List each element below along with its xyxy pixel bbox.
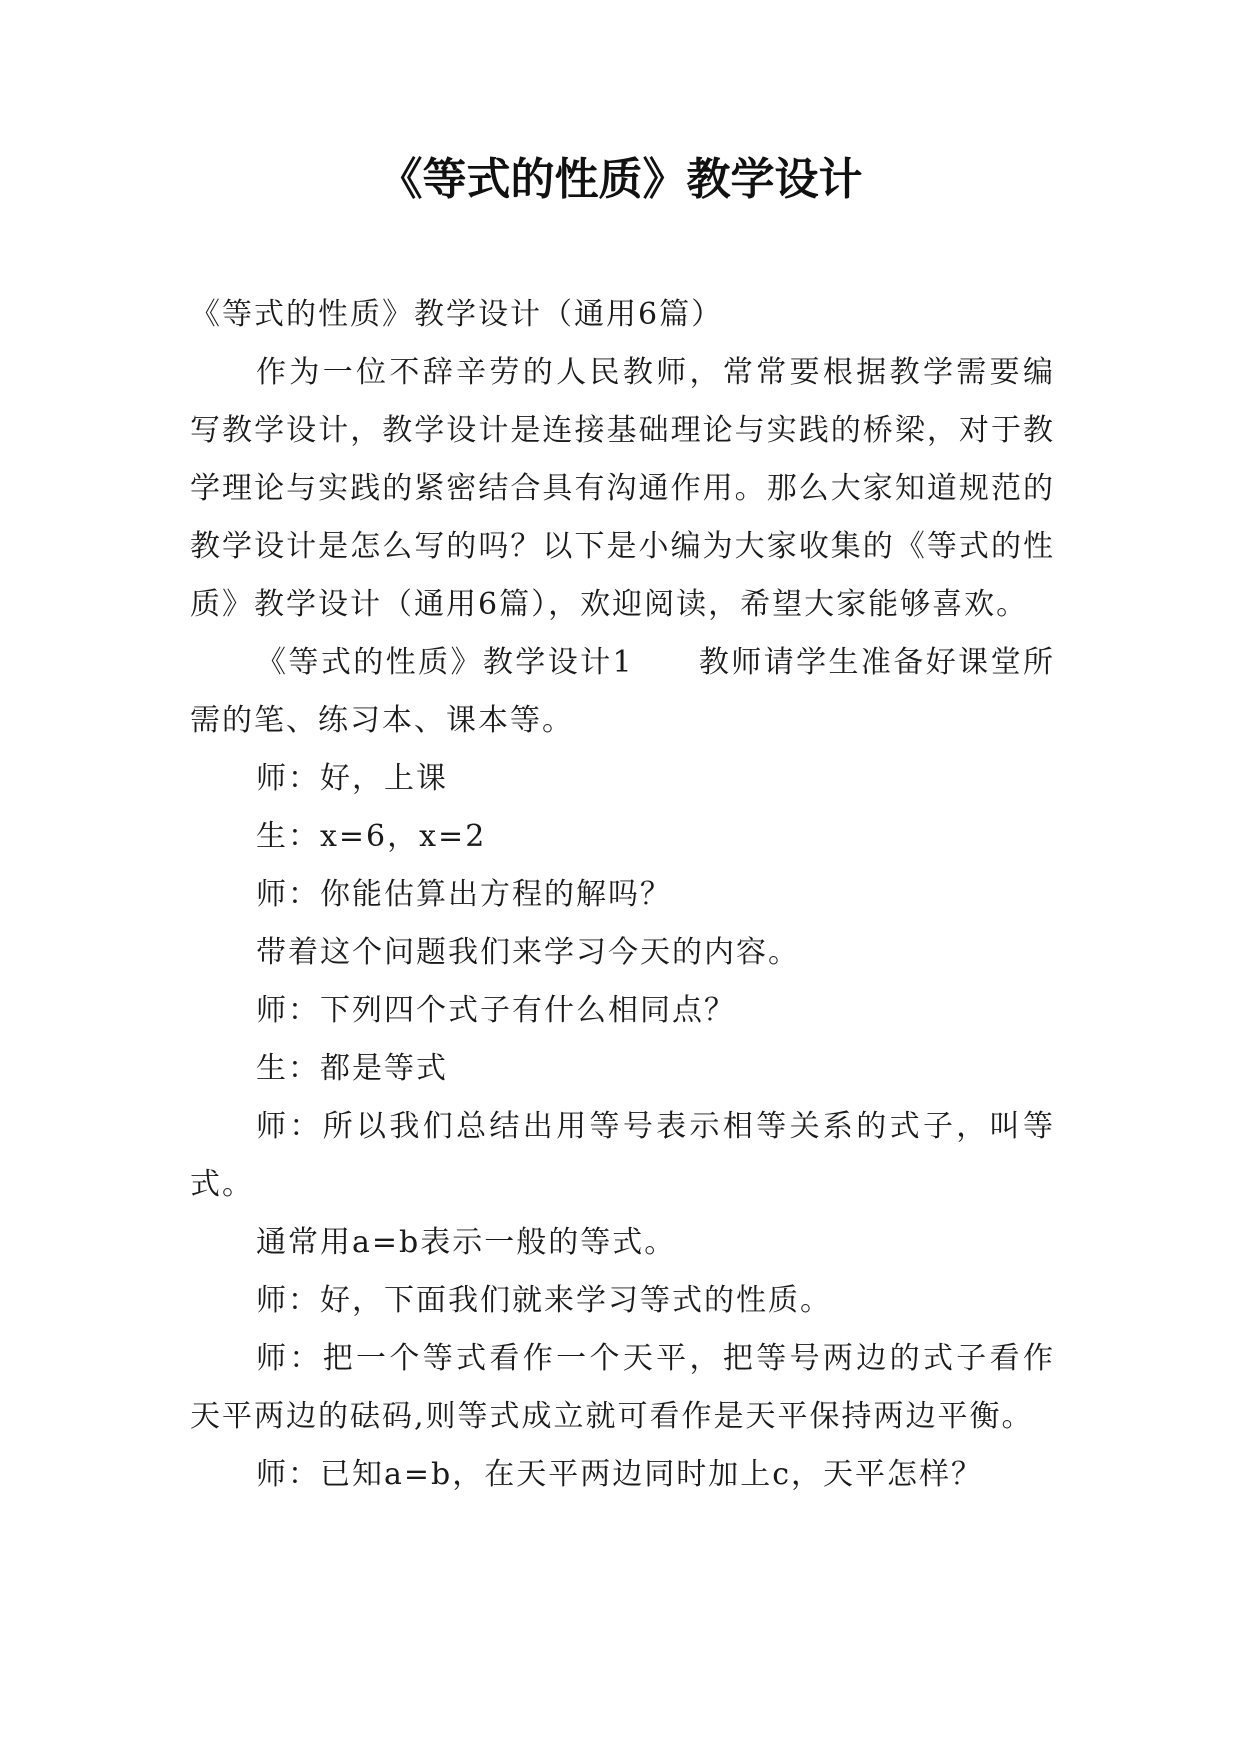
paragraph-dialogue: 生：都是等式 bbox=[256, 1051, 448, 1086]
paragraph-dialogue: 师：好，上课 bbox=[256, 761, 448, 796]
paragraph-dialogue: 师：你能估算出方程的解吗？ bbox=[256, 877, 672, 912]
paragraph-subtitle: 《等式的性质》教学设计（通用6篇） bbox=[190, 297, 724, 332]
paragraph-dialogue: 师：已知a=b，在天平两边同时加上c，天平怎样？ bbox=[256, 1457, 984, 1492]
paragraph-design-1-heading: 《等式的性质》教学设计1 教师请学生准备好课堂所需的笔、练习本、课本等。 bbox=[190, 645, 1055, 738]
paragraph-dialogue: 师：好，下面我们就来学习等式的性质。 bbox=[256, 1283, 832, 1318]
document-body bbox=[190, 286, 1055, 1504]
paragraph-dialogue: 通常用a=b表示一般的等式。 bbox=[256, 1225, 677, 1260]
paragraph-dialogue: 带着这个问题我们来学习今天的内容。 bbox=[256, 935, 800, 970]
paragraph-dialogue: 师：所以我们总结出用等号表示相等关系的式子，叫等式。 bbox=[190, 1109, 1055, 1202]
paragraph-dialogue: 师：下列四个式子有什么相同点？ bbox=[256, 993, 736, 1028]
paragraph-dialogue: 生：x=6，x=2 bbox=[256, 819, 487, 854]
paragraph-intro: 作为一位不辞辛劳的人民教师，常常要根据教学需要编写教学设计，教学设计是连接基础理论与实践的桥梁，对于教学理论与实践的紧密结合具有沟通作用。那么大家知道规范的教学设计是怎么写的吗？以下是小编为大家收集的《等式的性质》教学设计（通用6篇），欢迎阅读，希望大家能够喜欢。 bbox=[190, 355, 1055, 622]
paragraph-dialogue: 师：把一个等式看作一个天平，把等号两边的式子看作天平两边的砝码,则等式成立就可看作是天平保持两边平衡。 bbox=[190, 1341, 1055, 1434]
document-title: 《等式的性质》教学设计 bbox=[378, 154, 863, 205]
